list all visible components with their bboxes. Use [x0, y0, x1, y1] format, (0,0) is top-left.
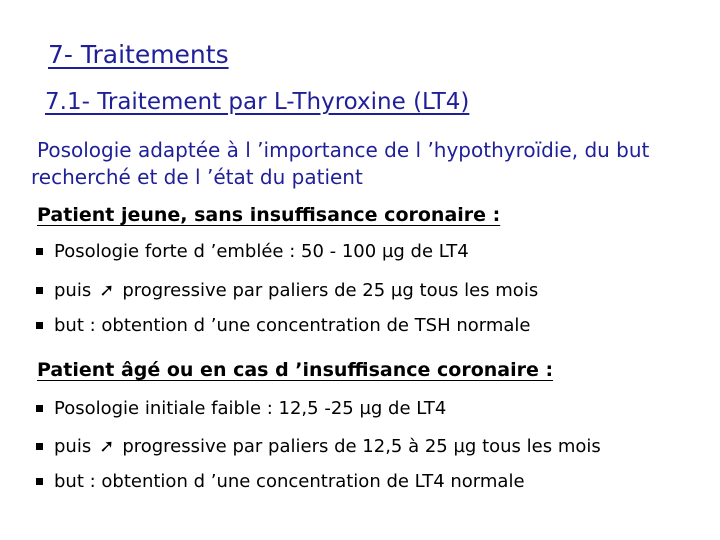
list-item	[36, 280, 538, 301]
section-heading-elderly-patient: Patient âgé ou en cas d ’insuffisance coronaire :	[37, 359, 554, 381]
list-item-lead: puis	[54, 280, 92, 301]
list-item-text: Posologie initiale faible : 12,5 -25 µg de LT4	[54, 398, 447, 419]
arrow-up-right-icon: ➚	[99, 436, 115, 457]
list-item-text: but : obtention d ’une concentration de TSH normale	[54, 315, 531, 336]
bullet-icon	[36, 478, 43, 485]
bullet-icon	[36, 248, 43, 255]
list-item-lead: puis	[54, 436, 92, 457]
list-item	[36, 241, 469, 262]
bullet-icon	[36, 405, 43, 412]
list-item	[36, 315, 531, 336]
list-item	[36, 471, 525, 492]
bullet-icon	[36, 287, 43, 294]
intro-paragraph: Posologie adaptée à l ’importance de l ’hypothyroïdie, du but recherché et de l ’état du patient	[31, 138, 650, 189]
list-item-text: but : obtention d ’une concentration de LT4 normale	[54, 471, 525, 492]
arrow-up-right-icon: ➚	[99, 280, 115, 301]
list-item-text: progressive par paliers de 25 µg tous les mois	[122, 280, 539, 301]
slide-title: 7- Traitements	[48, 40, 229, 69]
list-item-text: Posologie forte d ’emblée : 50 - 100 µg de LT4	[54, 241, 469, 262]
bullet-icon	[36, 322, 43, 329]
bullet-icon	[36, 443, 43, 450]
slide-subtitle: 7.1- Traitement par L-Thyroxine (LT4)	[45, 89, 470, 115]
list-item-text: progressive par paliers de 12,5 à 25 µg tous les mois	[122, 436, 601, 457]
list-item	[36, 436, 601, 457]
section-heading-young-patient: Patient jeune, sans insuffisance coronaire :	[37, 204, 501, 226]
list-item	[36, 398, 446, 419]
